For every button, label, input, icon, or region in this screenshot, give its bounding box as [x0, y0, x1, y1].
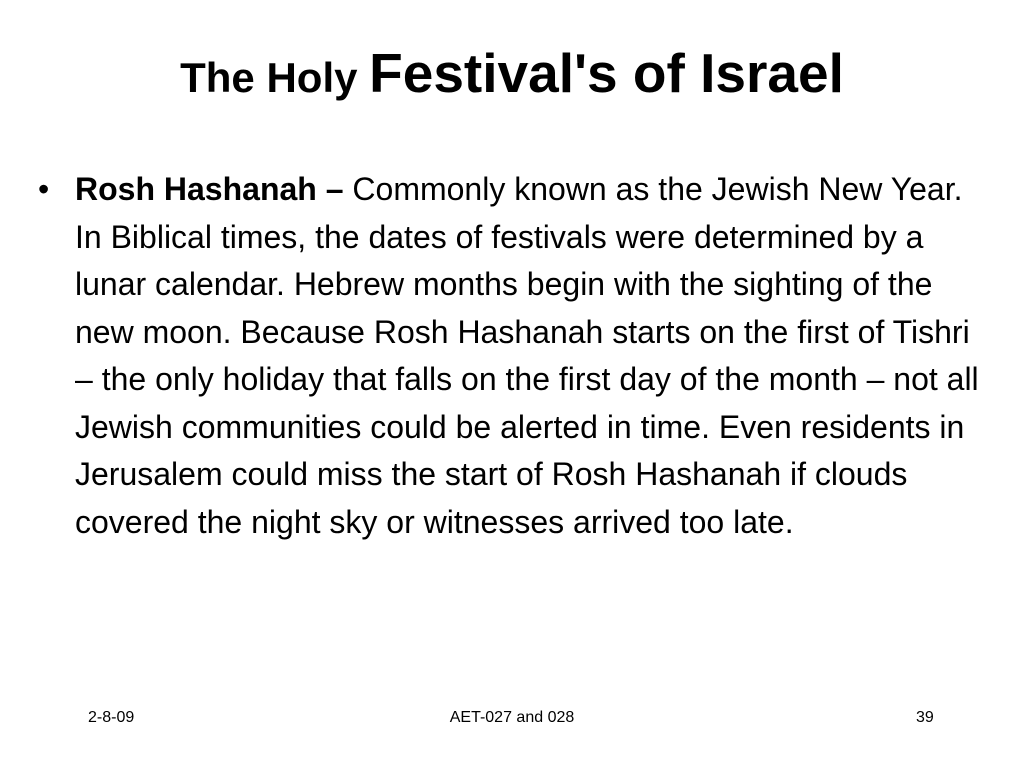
footer-center-text: AET-027 and 028: [449, 709, 575, 726]
footer-date: 2-8-09: [88, 709, 135, 726]
slide-body: [38, 166, 986, 546]
bullet-item: [38, 166, 986, 546]
title-part-2: Festival's of Israel: [369, 42, 844, 104]
slide-title: [0, 42, 1024, 104]
bullet-marker: •: [38, 171, 50, 207]
footer-page-number: 39: [916, 709, 934, 726]
bullet-lead-term: Rosh Hashanah –: [75, 171, 344, 207]
bullet-text: Commonly known as the Jewish New Year. In Biblical times, the dates of festivals were determined by a lunar calendar. Hebrew months begin with the sighting of the new moon. Because Rosh Hashanah starts on the first of Tishri – the only holiday that falls on the first day of the month – not all Jewish communities could be alerted in time. Even residents in Jerusalem could miss the start of Rosh Hashanah if clouds covered the night sky or witnesses arrived too late.: [75, 171, 979, 540]
title-part-1: The Holy: [180, 54, 370, 101]
